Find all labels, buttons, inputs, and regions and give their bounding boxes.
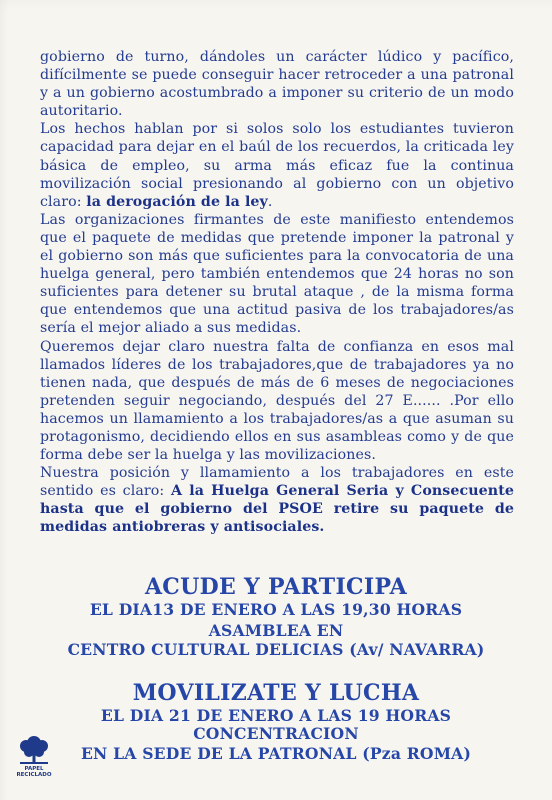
paragraph-2 [40,120,514,210]
paragraph-3 [40,211,514,338]
paragraph-2-end: . [267,193,273,210]
logo-text-line-2: RECICLADO [16,772,52,778]
paragraph-2-text: Los hechos hablan por si solos solo los estudiantes tuvieron capacidad para dejar en el baúl de los recuerdos, la criticada ley básica de empleo, su arma más eficaz fue la continua movilización social presionando al gobierno con un objetivo claro: [40,121,514,210]
call-1-title: ACUDE Y PARTICIPA [144,574,408,600]
recycled-paper-logo [14,732,54,780]
call-2-date: EL DIA 21 DE ENERO A LAS 19 HORAS [100,706,452,725]
manifesto-body [40,48,514,537]
paragraph-1-text: gobierno de turno, dándoles un carácter lúdico y pacífico, difícilmente se puede conseguir hacer retroceder a una patronal y a un gobierno acostumbrado a imponer su criterio de un modo autoritario. [40,49,514,120]
call-2-location: EN LA SEDE DE LA PATRONAL (Pza ROMA) [80,744,472,763]
paragraph-4-text: Queremos dejar claro nuestra falta de confianza en esos mal llamados líderes de los trabajadores,que de trabajadores ya no tienen nada, que después de más de 6 meses de negociaciones pretenden seguir negociando, después del 27 E...... .Por ello hacemos un llamamiento a los trabajadores/as a que asuman su protagonismo, decidiendo ellos en sus asambleas como y de que forma debe ser la huelga y las movilizaciones. [40,338,514,464]
call-2-event: CONCENTRACION [193,724,359,743]
paragraph-5 [40,464,514,536]
call-2-title: MOVILIZATE Y LUCHA [132,680,420,706]
paragraph-2-emphasis: la derogación de la ley [86,193,268,210]
paragraph-1 [40,48,514,120]
paragraph-5-text: Nuestra posición y llamamiento a los trabajadores en este sentido es claro: [40,465,514,500]
paragraph-4 [40,338,514,465]
logo-text-line-1: PAPEL [24,766,44,772]
call-1-location: CENTRO CULTURAL DELICIAS (Av/ NAVARRA) [67,640,485,659]
recycled-paper-label [14,766,54,778]
recycled-paper-tree-icon [14,732,54,766]
paragraph-3-text: Las organizaciones firmantes de este manifiesto entendemos que el paquete de medidas que pretende imponer la patronal y el gobierno son más que suficientes para la convocatoria de una huelga general, pero también entendemos que 24 horas no son suficientes para detener su brutal ataque , de la misma forma que entendemos que una actitud pasiva de los trabajadores/as sería el mejor aliado a sus medidas. [40,211,514,337]
call-1-event: ASAMBLEA EN [208,621,344,640]
call-1-date: EL DIA13 DE ENERO A LAS 19,30 HORAS [89,600,463,619]
paragraph-5-emphasis: A la Huelga General Seria y Consecuente hasta que el gobierno del PSOE retire su paquete de medidas antiobreras y antisociales. [40,483,514,536]
